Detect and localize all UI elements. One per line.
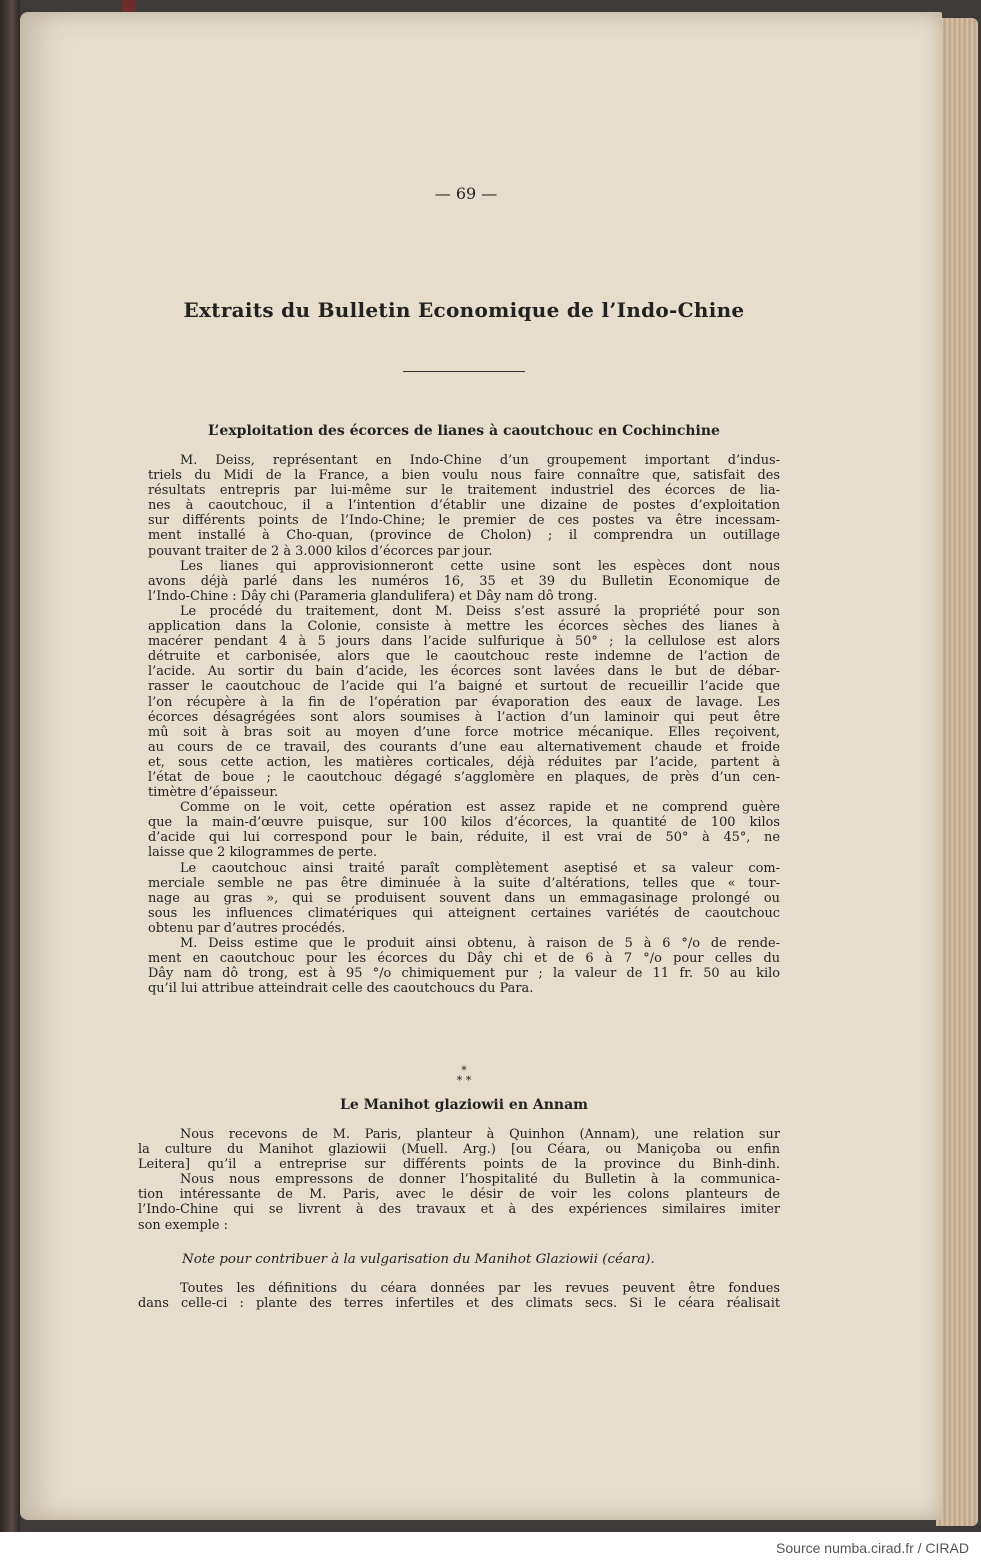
text-line: sous les influences climatériques qui atteignent certaines variétés de caoutchouc [148, 905, 780, 921]
note-body [138, 1281, 780, 1312]
text-line: Nous nous empressons de donner l’hospitalité du Bulletin à la communica- [180, 1172, 780, 1188]
text-line: la culture du Manihot glaziowii (Muell. Arg.) [ou Céara, ou Maniçoba ou enfin [138, 1142, 780, 1158]
text-line: l’on récupère à la fin de l’opération par évaporation des eaux de lavage. Les [148, 694, 780, 710]
text-line: ment installé à Cho-quan, (province de Cholon) ; il comprendra un outillage [148, 528, 780, 544]
text-line: tion intéressante de M. Paris, avec le désir de voir les colons planteurs de [138, 1187, 780, 1203]
text-line: d’acide qui lui correspond pour le bain, réduite, il est vrai de 50° à 45°, ne [148, 830, 780, 846]
text-line: résultats entrepris par lui-même sur le traitement industriel des écorces de lia- [148, 483, 780, 499]
title-divider [403, 371, 525, 372]
book-cover-edge [0, 0, 20, 1532]
text-line: obtenu par d’autres procédés. [148, 920, 346, 936]
article-lianes-body [148, 453, 780, 996]
text-line: nes à caoutchouc, il a l’intention d’établir une dizaine de postes d’exploitation [148, 498, 780, 514]
text-line: merciale semble ne pas être diminuée à la suite d’altérations, telles que « tour- [148, 875, 780, 891]
text-line: Toutes les définitions du céara données par les revues peuvent être fondues [180, 1281, 780, 1296]
text-line: ment en caoutchouc pour les écorces du Dây chi et de 6 à 7 °/o pour celles du [148, 951, 780, 967]
text-line: Le procédé du traitement, dont M. Deiss s’est assuré la propriété pour son [180, 603, 780, 619]
text-line: dans celle-ci : plante des terres infertiles et des climats secs. Si le céara réalisait [138, 1296, 780, 1312]
text-line: M. Deiss, représentant en Indo-Chine d’un groupement important d’indus- [180, 453, 780, 468]
text-line: nage au gras », qui se produisent souvent dans un emmagasinage prolongé ou [148, 890, 780, 906]
separator-top-star: * [461, 1064, 467, 1077]
text-line: l’acide. Au sortir du bain d’acide, les écorces sont lavées dans le but de débar- [148, 664, 780, 680]
text-line: et, sous cette action, les matières corticales, déjà réduites par l’acide, partent à [148, 754, 780, 770]
section-heading-lianes: L’exploitation des écorces de lianes à caoutchouc en Cochinchine [208, 423, 720, 439]
text-line: Comme on le voit, cette opération est assez rapide et ne comprend guère [180, 800, 780, 816]
separator-bottom-stars: * * [456, 1074, 472, 1087]
article-manihot-body [138, 1127, 780, 1233]
text-line: l’Indo-Chine qui se livrent à des travaux et à des expériences similaires imiter [138, 1202, 780, 1218]
text-line: mû soit à bras soit au moyen d’une force motrice mécanique. Elles reçoivent, [148, 724, 780, 740]
text-line: sur différents points de l’Indo-Chine; le premier de ces postes va être incessam- [148, 513, 780, 529]
text-line: écorces désagrégées sont alors soumises à l’action d’un laminoir qui peut être [148, 709, 780, 725]
text-line: pouvant traiter de 2 à 3.000 kilos d’écorces par jour. [148, 543, 493, 559]
text-line: son exemple : [138, 1217, 228, 1233]
text-line: que la main-d’œuvre puisque, sur 100 kilos d’écorces, la quantité de 100 kilos [148, 815, 780, 831]
page-title: Extraits du Bulletin Economique de l’Indo-Chine [183, 298, 745, 322]
text-line: l’état de boue ; le caoutchouc dégagé s’agglomère en plaques, de près d’un cen- [148, 769, 780, 785]
text-line: macérer pendant 4 à 5 jours dans l’acide sulfurique à 50° ; la cellulose est alors [148, 634, 780, 650]
bookmark-ribbon [122, 0, 136, 12]
section-separator [438, 1066, 490, 1086]
text-line: triels du Midi de la France, a bien voulu nous faire connaître que, satisfait des [148, 468, 780, 484]
text-line: détruite et carbonisée, alors que le caoutchouc reste indemne de l’action de [148, 649, 780, 665]
text-line: Les lianes qui approvisionneront cette usine sont les espèces dont nous [180, 558, 780, 574]
text-line: rasser le caoutchouc de l’acide qui l’a baigné et surtout de recueillir l’acide que [148, 679, 780, 695]
text-line: qu’il lui attribue atteindrait celle des caoutchoucs du Para. [148, 981, 534, 997]
text-line: Nous recevons de M. Paris, planteur à Quinhon (Annam), une relation sur [180, 1127, 780, 1142]
text-line: Le caoutchouc ainsi traité paraît complètement aseptisé et sa valeur com- [180, 860, 780, 876]
page-edges [936, 18, 978, 1526]
note-heading: Note pour contribuer à la vulgarisation du Manihot Glaziowii (céara). [182, 1252, 655, 1267]
section-heading-manihot: Le Manihot glaziowii en Annam [340, 1097, 588, 1113]
text-line: application dans la Colonie, consiste à mettre les écorces sèches des lianes à [148, 619, 780, 635]
text-line: avons déjà parlé dans les numéros 16, 35 et 39 du Bulletin Economique de [148, 573, 780, 589]
text-line: Dây nam dô trong, est à 95 °/o chimiquement pur ; la valeur de 11 fr. 50 au kilo [148, 966, 780, 982]
text-line: M. Deiss estime que le produit ainsi obtenu, à raison de 5 à 6 °/o de rende- [180, 936, 780, 951]
text-line: Leitera] qu’il a entreprise sur différents points de la province du Binh-dinh. [138, 1157, 780, 1173]
text-line: laisse que 2 kilogrammes de perte. [148, 845, 378, 861]
text-line: au cours de ce travail, des courants d’une eau alternativement chaude et froide [148, 739, 780, 755]
source-credit: Source numba.cirad.fr / CIRAD [776, 1540, 969, 1556]
text-line: timètre d’épaisseur. [148, 785, 279, 801]
page-number: — 69 — [434, 184, 498, 203]
text-line: l’Indo-Chine : Dây chi (Parameria glandulifera) et Dây nam dô trong. [148, 588, 598, 604]
